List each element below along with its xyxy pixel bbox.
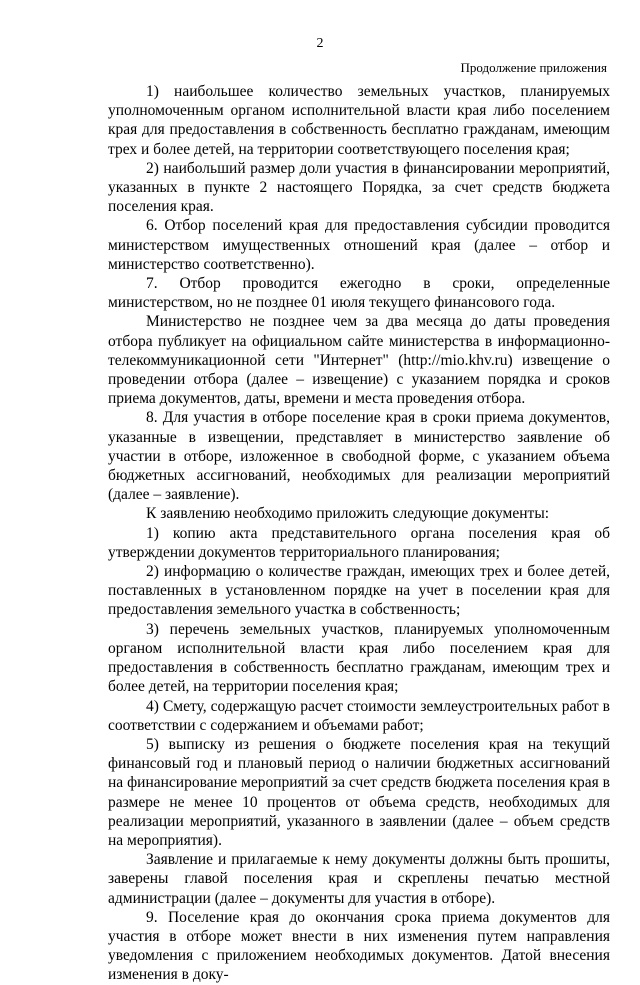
paragraph: К заявлению необходимо приложить следующие документы:: [146, 505, 550, 523]
paragraph: 9. Поселение края до окончания срока приема документов для участия в отборе может внести в них изменения путем направления уведомления с приложением необходимых документов. Датой внесения изменения в доку-: [108, 908, 610, 984]
paragraph: 6. Отбор поселений края для предоставления субсидии проводится министерством имущественных отношений края (далее – отбор и министерство соответственно).: [108, 217, 610, 273]
paragraph: 1) копию акта представительного органа поселения края об утверждении документов территориального планирования;: [108, 524, 610, 561]
continuation-label: Продолжение приложения: [460, 60, 607, 75]
paragraph: 7. Отбор проводится ежегодно в сроки, определенные министерством, но не позднее 01 июля текущего финансового года.: [108, 275, 610, 312]
paragraph: 1) наибольшее количество земельных участков, планируемых уполномоченным органом исполнительной власти края либо поселением края для предоставления в собственность бесплатно гражданам, имеющим трех и более детей, на территории соответствующего поселения края;: [108, 83, 610, 158]
paragraph: 4) Смету, содержащую расчет стоимости землеустроительных работ в соответствии с содержанием и объемами работ;: [108, 697, 610, 734]
paragraph: 2) информацию о количестве граждан, имеющих трех и более детей, поставленных в установленном порядке на учет в поселении края для предоставления земельного участка в собственность;: [108, 563, 610, 619]
paragraph: 3) перечень земельных участков, планируемых уполномоченным органом исполнительной власти края либо поселением края для предоставления в собственность бесплатно гражданам, имеющим трех и более детей, на территории поселения края;: [108, 620, 610, 696]
paragraph: Заявление и прилагаемые к нему документы должны быть прошиты, заверены главой поселения края и скреплены печатью местной администрации (далее – документы для участия в отборе).: [108, 851, 610, 907]
paragraph: 2) наибольший размер доли участия в финансировании мероприятий, указанных в пункте 2 настоящего Порядка, за счет средств бюджета поселения края.: [108, 159, 610, 216]
page-number: 2: [316, 36, 324, 51]
paragraph: 8. Для участия в отборе поселение края в сроки приема документов, указанные в извещении, представляет в министерство заявление об участии в отборе, изложенное в свободной форме, с указанием объема бюджетных ассигнований, необходимых для реализации мероприятий (далее – заявление).: [108, 409, 610, 504]
paragraph: Министерство не позднее чем за два месяца до даты проведения отбора публикует на официальном сайте министерства в информационно-телекоммуникационной сети "Интернет" (http://mio.khv.ru) извещение о проведении отбора (далее – извещение) с указанием порядка и сроков приема документов, даты, времени и места проведения отбора.: [108, 313, 610, 408]
document-body: [108, 82, 610, 985]
paragraph: 5) выписку из решения о бюджете поселения края на текущий финансовый год и плановый период о наличии бюджетных ассигнований на финансирование мероприятий за счет средств бюджета поселения края в размере не менее 10 процентов от объема средств, необходимых для реализации мероприятий, указанного в заявлении (далее – объем средств на мероприятия).: [108, 735, 610, 849]
